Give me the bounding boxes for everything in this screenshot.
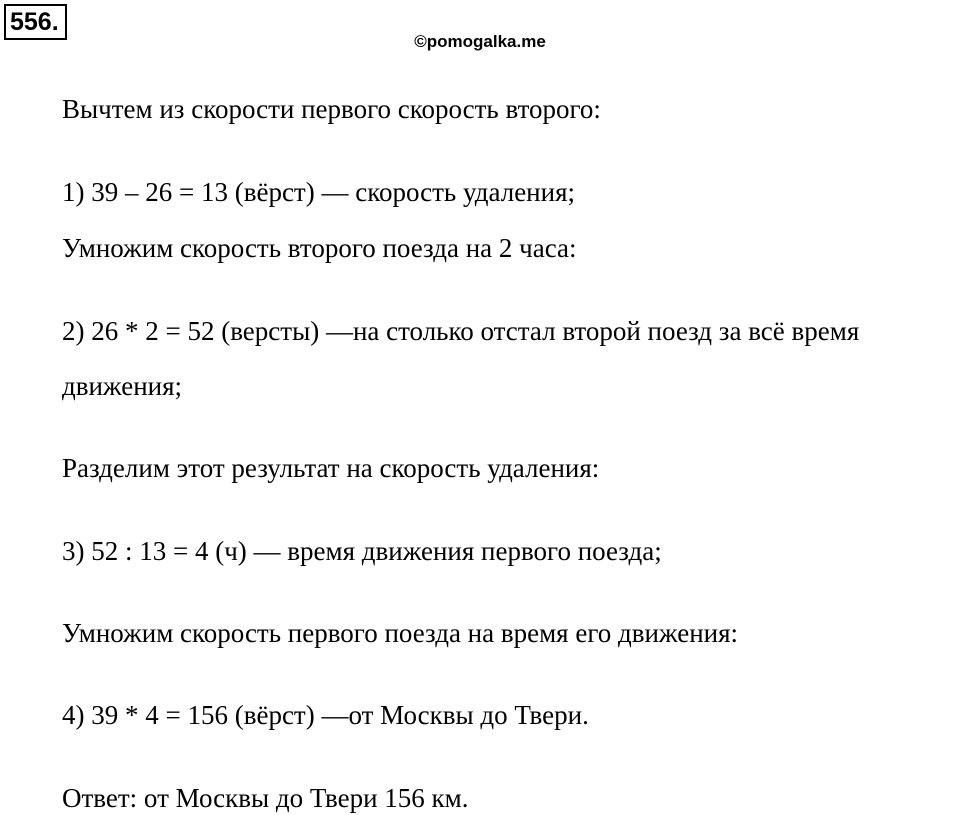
watermark: ©pomogalka.me	[414, 32, 546, 51]
solution-line: 1) 39 – 26 = 13 (вёрст) — скорость удаления;	[62, 177, 575, 207]
solution-line: Вычтем из скорости первого скорость второго:	[62, 94, 601, 124]
solution-line: движения;	[62, 371, 183, 401]
answer-line: Ответ: от Москвы до Твери 156 км.	[62, 783, 469, 813]
solution-line: Умножим скорость первого поезда на время его движения:	[62, 618, 739, 648]
solution-line: 2) 26 * 2 = 52 (версты) —на столько отстал второй поезд за всё время	[62, 316, 860, 346]
solution-line: 3) 52 : 13 = 4 (ч) — время движения первого поезда;	[62, 536, 662, 566]
task-number-box: 556.	[4, 4, 67, 40]
solution-line: Разделим этот результат на скорость удаления:	[62, 453, 600, 483]
solution-line: Умножим скорость второго поезда на 2 часа:	[62, 233, 577, 263]
solution-line: 4) 39 * 4 = 156 (вёрст) —от Москвы до Твери.	[62, 700, 589, 730]
